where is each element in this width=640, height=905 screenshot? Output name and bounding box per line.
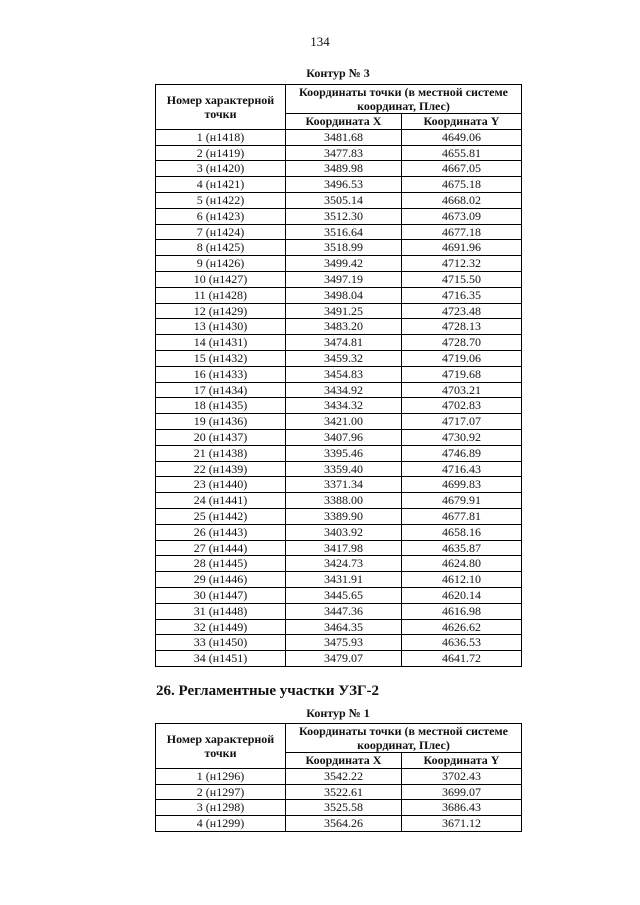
- table-row: [156, 271, 522, 287]
- point-number-cell: 28 (н1445): [156, 556, 286, 572]
- table-row: [156, 816, 522, 832]
- table-row: [156, 587, 522, 603]
- coordinate-y-cell: 4635.87: [402, 540, 522, 556]
- contour-3-title: Контур № 3: [306, 66, 370, 80]
- coordinate-x-cell: 3516.64: [286, 224, 402, 240]
- coordinate-x-cell: 3424.73: [286, 556, 402, 572]
- coordinate-x-header: Координата X: [286, 753, 402, 769]
- point-number-header: Номер характерной точки: [156, 724, 286, 769]
- coordinate-x-cell: 3434.32: [286, 398, 402, 414]
- table-row: [156, 177, 522, 193]
- table-row: [156, 540, 522, 556]
- table-row: [156, 445, 522, 461]
- contour-3-table: [155, 84, 522, 667]
- coordinate-y-cell: 4728.13: [402, 319, 522, 335]
- point-number-cell: 4 (н1421): [156, 177, 286, 193]
- point-number-cell: 19 (н1436): [156, 414, 286, 430]
- coordinate-x-cell: 3525.58: [286, 800, 402, 816]
- table-row: [156, 129, 522, 145]
- table-row: [156, 572, 522, 588]
- coordinate-x-cell: 3389.90: [286, 508, 402, 524]
- point-number-cell: 23 (н1440): [156, 477, 286, 493]
- coordinate-x-cell: 3475.93: [286, 635, 402, 651]
- coordinate-x-cell: 3564.26: [286, 816, 402, 832]
- section-heading: 26. Регламентные участки УЗГ-2: [156, 683, 380, 699]
- point-number-cell: 10 (н1427): [156, 271, 286, 287]
- point-number-cell: 12 (н1429): [156, 303, 286, 319]
- coordinate-y-cell: 4612.10: [402, 572, 522, 588]
- coordinate-x-cell: 3522.61: [286, 784, 402, 800]
- coordinate-x-cell: 3388.00: [286, 493, 402, 509]
- table-row: [156, 398, 522, 414]
- point-number-cell: 21 (н1438): [156, 445, 286, 461]
- point-number-cell: 9 (н1426): [156, 256, 286, 272]
- point-number-cell: 22 (н1439): [156, 461, 286, 477]
- table-row: [156, 192, 522, 208]
- coordinate-x-cell: 3512.30: [286, 208, 402, 224]
- point-number-cell: 13 (н1430): [156, 319, 286, 335]
- table-row: [156, 208, 522, 224]
- coordinate-y-cell: 4691.96: [402, 240, 522, 256]
- coordinate-y-cell: 4679.91: [402, 493, 522, 509]
- coordinate-y-cell: 4649.06: [402, 129, 522, 145]
- coordinate-y-cell: 4728.70: [402, 335, 522, 351]
- coordinate-y-cell: 4626.62: [402, 619, 522, 635]
- table-row: [156, 800, 522, 816]
- table-row: [156, 240, 522, 256]
- coordinate-y-cell: 4658.16: [402, 524, 522, 540]
- contour-1-table: [155, 723, 522, 832]
- coordinate-y-cell: 4703.21: [402, 382, 522, 398]
- table-row: [156, 635, 522, 651]
- point-number-cell: 20 (н1437): [156, 429, 286, 445]
- table-row: [156, 508, 522, 524]
- coordinate-x-cell: 3474.81: [286, 335, 402, 351]
- table-row: [156, 145, 522, 161]
- point-number-cell: 25 (н1442): [156, 508, 286, 524]
- coordinate-x-cell: 3496.53: [286, 177, 402, 193]
- coordinate-y-cell: 4746.89: [402, 445, 522, 461]
- coordinate-x-cell: 3431.91: [286, 572, 402, 588]
- table-row: [156, 768, 522, 784]
- coordinate-x-cell: 3479.07: [286, 651, 402, 667]
- table-row: [156, 366, 522, 382]
- table-row: [156, 524, 522, 540]
- coordinate-x-cell: 3542.22: [286, 768, 402, 784]
- table-row: [156, 319, 522, 335]
- coordinate-x-cell: 3505.14: [286, 192, 402, 208]
- table-row: [156, 287, 522, 303]
- coordinate-y-cell: 4730.92: [402, 429, 522, 445]
- coordinate-y-cell: 3686.43: [402, 800, 522, 816]
- coordinate-x-cell: 3459.32: [286, 350, 402, 366]
- coordinate-y-cell: 4712.32: [402, 256, 522, 272]
- table-row: [156, 303, 522, 319]
- coordinate-y-cell: 4667.05: [402, 161, 522, 177]
- coordinate-x-cell: 3498.04: [286, 287, 402, 303]
- coordinate-y-cell: 4641.72: [402, 651, 522, 667]
- coordinate-x-cell: 3395.46: [286, 445, 402, 461]
- coordinate-y-cell: 4655.81: [402, 145, 522, 161]
- coordinate-x-cell: 3499.42: [286, 256, 402, 272]
- contour-3-rows: [156, 129, 522, 666]
- point-number-cell: 7 (н1424): [156, 224, 286, 240]
- coordinate-x-cell: 3477.83: [286, 145, 402, 161]
- coordinate-x-cell: 3421.00: [286, 414, 402, 430]
- coordinate-y-header: Координата Y: [402, 114, 522, 130]
- point-number-cell: 2 (н1419): [156, 145, 286, 161]
- coordinate-y-cell: 4677.81: [402, 508, 522, 524]
- point-number-cell: 29 (н1446): [156, 572, 286, 588]
- point-number-cell: 4 (н1299): [156, 816, 286, 832]
- coordinate-y-cell: 4675.18: [402, 177, 522, 193]
- coordinate-y-cell: 4673.09: [402, 208, 522, 224]
- coordinate-y-cell: 4677.18: [402, 224, 522, 240]
- point-number-cell: 33 (н1450): [156, 635, 286, 651]
- point-number-cell: 30 (н1447): [156, 587, 286, 603]
- table-row: [156, 603, 522, 619]
- coordinate-x-cell: 3491.25: [286, 303, 402, 319]
- coordinate-x-cell: 3497.19: [286, 271, 402, 287]
- coordinate-x-cell: 3447.36: [286, 603, 402, 619]
- coordinate-x-cell: 3403.92: [286, 524, 402, 540]
- coordinate-y-cell: 4624.80: [402, 556, 522, 572]
- point-number-cell: 1 (н1296): [156, 768, 286, 784]
- coordinate-y-cell: 4716.35: [402, 287, 522, 303]
- coordinate-y-cell: 4716.43: [402, 461, 522, 477]
- coordinate-y-cell: 4620.14: [402, 587, 522, 603]
- table-row: [156, 784, 522, 800]
- table-row: [156, 651, 522, 667]
- point-number-cell: 5 (н1422): [156, 192, 286, 208]
- page-number: 134: [310, 34, 330, 49]
- coordinate-x-cell: 3417.98: [286, 540, 402, 556]
- point-number-cell: 11 (н1428): [156, 287, 286, 303]
- point-number-cell: 3 (н1298): [156, 800, 286, 816]
- table-row: [156, 461, 522, 477]
- coordinate-x-cell: 3359.40: [286, 461, 402, 477]
- point-number-cell: 17 (н1434): [156, 382, 286, 398]
- coordinate-x-cell: 3489.98: [286, 161, 402, 177]
- table-row: [156, 256, 522, 272]
- point-number-cell: 34 (н1451): [156, 651, 286, 667]
- table-row: [156, 493, 522, 509]
- point-number-cell: 1 (н1418): [156, 129, 286, 145]
- point-number-cell: 18 (н1435): [156, 398, 286, 414]
- coordinate-y-cell: 4723.48: [402, 303, 522, 319]
- point-number-cell: 24 (н1441): [156, 493, 286, 509]
- point-number-cell: 27 (н1444): [156, 540, 286, 556]
- table-row: [156, 619, 522, 635]
- coordinate-x-cell: 3483.20: [286, 319, 402, 335]
- coordinate-y-cell: 4668.02: [402, 192, 522, 208]
- coordinate-x-cell: 3371.34: [286, 477, 402, 493]
- coordinate-x-cell: 3434.92: [286, 382, 402, 398]
- coordinate-x-cell: 3445.65: [286, 587, 402, 603]
- table-row: [156, 382, 522, 398]
- table-row: [156, 429, 522, 445]
- coordinate-x-cell: 3407.96: [286, 429, 402, 445]
- table-row: [156, 224, 522, 240]
- point-number-cell: 16 (н1433): [156, 366, 286, 382]
- coordinate-x-cell: 3481.68: [286, 129, 402, 145]
- table-row: [156, 350, 522, 366]
- coordinate-y-cell: 4715.50: [402, 271, 522, 287]
- coordinates-header: Координаты точки (в местной системе координат, Плес): [286, 724, 522, 753]
- point-number-cell: 8 (н1425): [156, 240, 286, 256]
- contour-1-rows: [156, 768, 522, 831]
- coordinate-x-cell: 3454.83: [286, 366, 402, 382]
- coordinate-y-cell: 3702.43: [402, 768, 522, 784]
- point-number-cell: 6 (н1423): [156, 208, 286, 224]
- coordinate-y-cell: 4636.53: [402, 635, 522, 651]
- coordinate-x-header: Координата X: [286, 114, 402, 130]
- coordinate-x-cell: 3518.99: [286, 240, 402, 256]
- table-row: [156, 335, 522, 351]
- point-number-cell: 32 (н1449): [156, 619, 286, 635]
- coordinate-y-cell: 4717.07: [402, 414, 522, 430]
- point-number-cell: 15 (н1432): [156, 350, 286, 366]
- coordinate-y-cell: 4699.83: [402, 477, 522, 493]
- coordinate-y-cell: 3699.07: [402, 784, 522, 800]
- coordinates-header: Координаты точки (в местной системе координат, Плес): [286, 85, 522, 114]
- point-number-cell: 2 (н1297): [156, 784, 286, 800]
- point-number-cell: 3 (н1420): [156, 161, 286, 177]
- contour-1-title: Контур № 1: [306, 706, 370, 720]
- point-number-cell: 14 (н1431): [156, 335, 286, 351]
- coordinate-y-cell: 4616.98: [402, 603, 522, 619]
- coordinate-y-header: Координата Y: [402, 753, 522, 769]
- table-row: [156, 477, 522, 493]
- point-number-cell: 31 (н1448): [156, 603, 286, 619]
- table-row: [156, 414, 522, 430]
- point-number-cell: 26 (н1443): [156, 524, 286, 540]
- coordinate-y-cell: 3671.12: [402, 816, 522, 832]
- point-number-header: Номер характерной точки: [156, 85, 286, 130]
- coordinate-y-cell: 4702.83: [402, 398, 522, 414]
- table-row: [156, 556, 522, 572]
- coordinate-y-cell: 4719.68: [402, 366, 522, 382]
- table-row: [156, 161, 522, 177]
- coordinate-y-cell: 4719.06: [402, 350, 522, 366]
- coordinate-x-cell: 3464.35: [286, 619, 402, 635]
